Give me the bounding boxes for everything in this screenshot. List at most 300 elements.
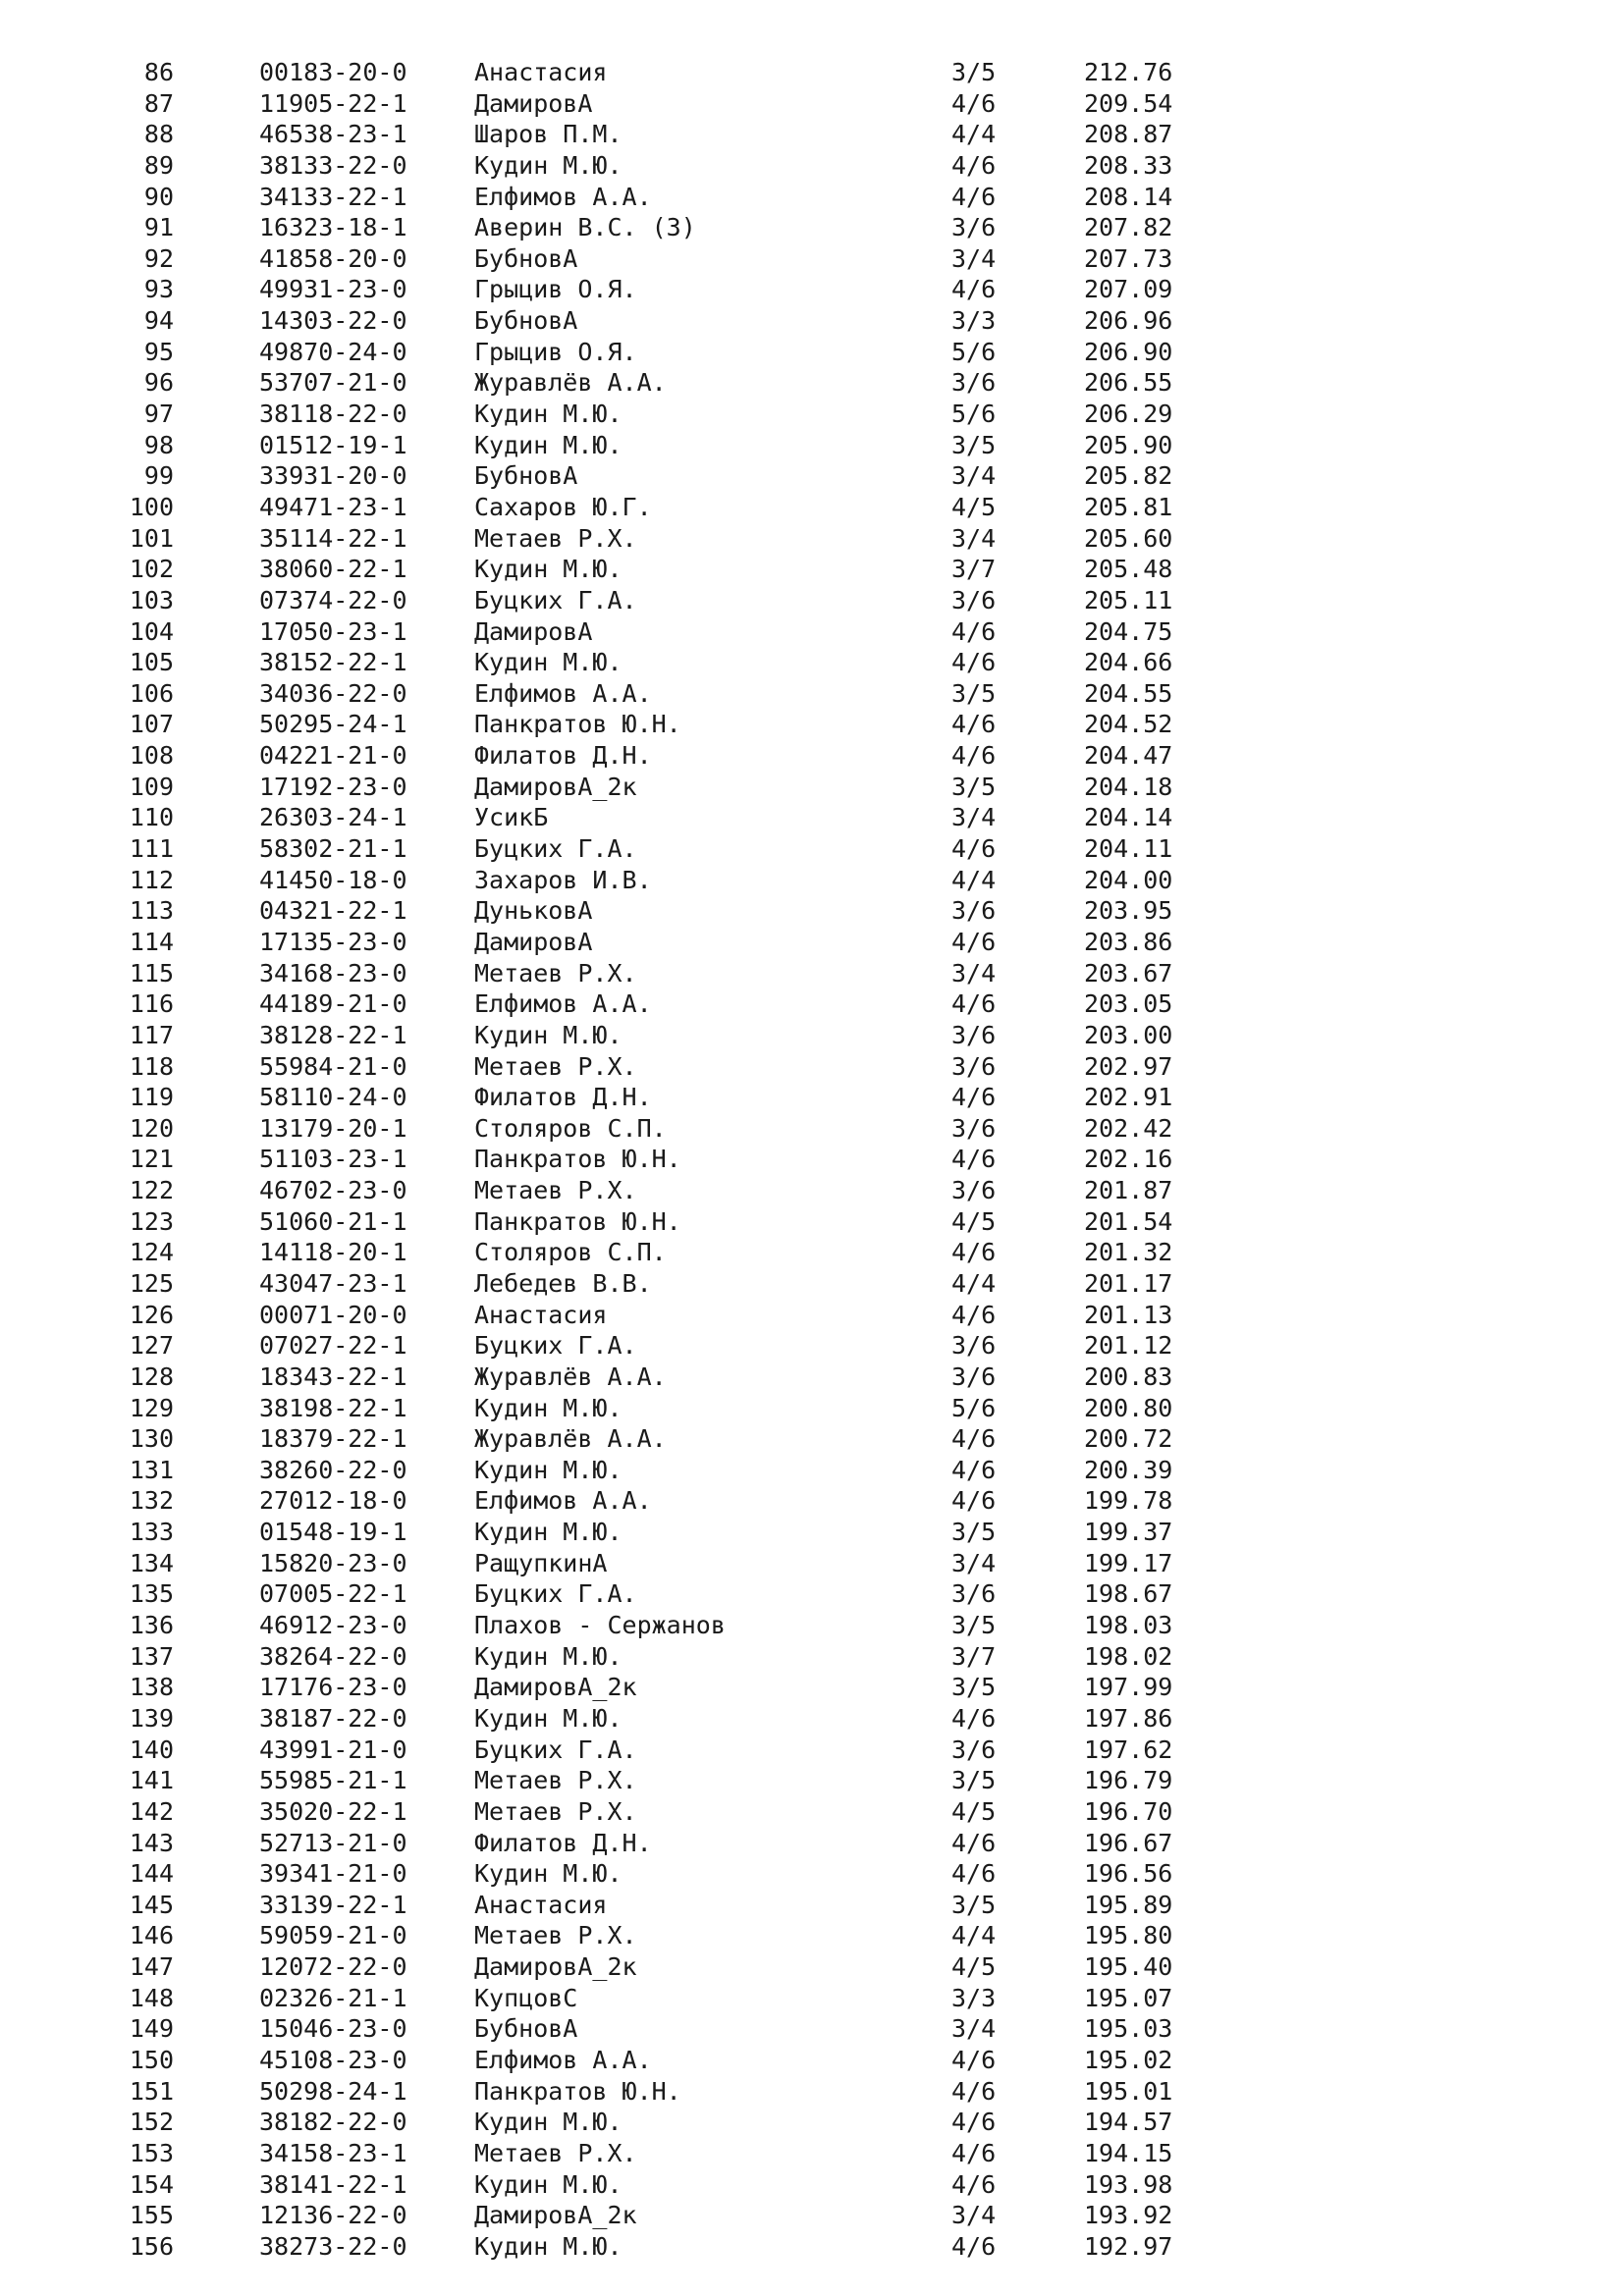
name-cell: Журавлёв А.А. [474,1362,667,1391]
rank-cell: 89 [143,150,174,180]
rank-cell: 137 [129,1641,174,1671]
rank-cell: 155 [129,2201,174,2230]
ratio-cell: 4/6 [951,1828,997,1857]
ratio-cell: 4/6 [951,710,997,739]
list-item [0,585,1624,616]
name-cell: Буцких Г.А. [474,1331,637,1361]
score-cell: 199.17 [1084,1548,1173,1577]
name-cell: Анастасия [474,58,608,86]
id-cell: 04221-21-0 [259,741,407,771]
id-cell: 38260-22-0 [259,1455,407,1484]
id-cell: 58302-21-1 [259,834,407,864]
name-cell: БубновА [474,2014,578,2044]
list-item [0,523,1624,555]
list-item [0,1082,1624,1113]
score-cell: 203.95 [1084,896,1173,926]
list-item [0,274,1624,305]
score-cell: 202.42 [1084,1113,1173,1143]
id-cell: 50295-24-1 [259,710,407,739]
ratio-cell: 3/6 [951,1331,997,1361]
name-cell: Анастасия [474,1890,608,1919]
id-cell: 17192-23-0 [259,772,407,801]
rank-cell: 86 [143,58,174,86]
id-cell: 34036-22-0 [259,678,407,708]
list-item [0,865,1624,896]
rank-cell: 134 [129,1548,174,1577]
score-cell: 203.05 [1084,989,1173,1019]
rank-cell: 94 [143,306,174,336]
ratio-cell: 4/6 [951,834,997,864]
score-cell: 198.67 [1084,1579,1173,1609]
score-cell: 206.96 [1084,306,1173,336]
score-cell: 194.57 [1084,2108,1173,2137]
ratio-cell: 3/6 [951,1362,997,1391]
ratio-cell: 4/5 [951,1206,997,1236]
list-item [0,772,1624,803]
rank-cell: 108 [129,741,174,771]
score-cell: 212.76 [1084,58,1173,86]
name-cell: Кудин М.Ю. [474,1641,623,1671]
list-item [0,1796,1624,1828]
rank-cell: 100 [129,492,174,521]
rank-cell: 132 [129,1486,174,1516]
list-item [0,492,1624,523]
rank-cell: 126 [129,1300,174,1329]
score-cell: 204.55 [1084,678,1173,708]
list-item [0,1393,1624,1424]
ratio-cell: 4/6 [951,1703,997,1733]
id-cell: 00071-20-0 [259,1300,407,1329]
ratio-cell: 4/6 [951,2108,997,2137]
list-item [0,1330,1624,1362]
name-cell: РащупкинА [474,1548,608,1577]
ratio-cell: 4/6 [951,2138,997,2167]
name-cell: Буцких Г.А. [474,585,637,614]
rank-cell: 95 [143,337,174,366]
ratio-cell: 3/3 [951,306,997,336]
list-item [0,1485,1624,1517]
score-cell: 195.01 [1084,2076,1173,2106]
id-cell: 33139-22-1 [259,1890,407,1919]
id-cell: 11905-22-1 [259,88,407,118]
name-cell: Кудин М.Ю. [474,2231,623,2261]
id-cell: 41450-18-0 [259,865,407,894]
name-cell: Кудин М.Ю. [474,1455,623,1484]
list-item [0,150,1624,182]
list-item [0,337,1624,368]
list-item [0,1858,1624,1890]
rank-cell: 102 [129,555,174,584]
name-cell: Плахов - Сержанов [474,1611,726,1640]
ratio-cell: 3/6 [951,896,997,926]
rank-cell: 153 [129,2138,174,2167]
name-cell: Кудин М.Ю. [474,1393,623,1422]
list-item [0,367,1624,399]
score-cell: 200.72 [1084,1424,1173,1454]
id-cell: 51060-21-1 [259,1206,407,1236]
name-cell: Журавлёв А.А. [474,368,667,398]
id-cell: 49870-24-0 [259,337,407,366]
ratio-cell: 4/6 [951,741,997,771]
score-cell: 206.55 [1084,368,1173,398]
rank-cell: 148 [129,1983,174,2012]
results-list [0,57,1624,2262]
score-cell: 202.97 [1084,1051,1173,1081]
list-item [0,647,1624,678]
rank-cell: 129 [129,1393,174,1422]
score-cell: 197.62 [1084,1735,1173,1764]
score-cell: 196.70 [1084,1796,1173,1826]
id-cell: 41858-20-0 [259,243,407,273]
list-item [0,1423,1624,1455]
name-cell: ДамировА_2к [474,1673,637,1702]
id-cell: 35114-22-1 [259,523,407,553]
list-item [0,88,1624,120]
score-cell: 196.56 [1084,1859,1173,1889]
list-item [0,2076,1624,2108]
list-item [0,182,1624,213]
name-cell: ДамировА_2к [474,772,637,801]
rank-cell: 143 [129,1828,174,1857]
id-cell: 44189-21-0 [259,989,407,1019]
ratio-cell: 4/6 [951,88,997,118]
id-cell: 07027-22-1 [259,1331,407,1361]
list-item [0,1672,1624,1703]
id-cell: 17050-23-1 [259,616,407,646]
score-cell: 208.14 [1084,182,1173,211]
list-item [0,430,1624,461]
list-item [0,1362,1624,1393]
score-cell: 206.29 [1084,400,1173,429]
ratio-cell: 4/6 [951,1455,997,1484]
name-cell: Буцких Г.А. [474,1579,637,1609]
name-cell: Метаев Р.Х. [474,2138,637,2167]
score-cell: 201.12 [1084,1331,1173,1361]
list-item [0,833,1624,865]
id-cell: 07374-22-0 [259,585,407,614]
list-item [0,1300,1624,1331]
score-cell: 200.39 [1084,1455,1173,1484]
name-cell: Кудин М.Ю. [474,648,623,677]
ratio-cell: 5/6 [951,400,997,429]
id-cell: 34168-23-0 [259,958,407,988]
ratio-cell: 4/6 [951,1083,997,1112]
name-cell: Филатов Д.Н. [474,741,652,771]
ratio-cell: 3/5 [951,772,997,801]
list-item [0,1610,1624,1641]
id-cell: 17135-23-0 [259,927,407,956]
rank-cell: 147 [129,1952,174,1982]
score-cell: 193.98 [1084,2169,1173,2199]
name-cell: БубновА [474,243,578,273]
list-item [0,119,1624,150]
ratio-cell: 3/5 [951,678,997,708]
name-cell: БубновА [474,461,578,491]
id-cell: 38118-22-0 [259,400,407,429]
rank-cell: 87 [143,88,174,118]
name-cell: ДамировА [474,927,593,956]
ratio-cell: 3/4 [951,958,997,988]
ratio-cell: 3/5 [951,1890,997,1919]
rank-cell: 111 [129,834,174,864]
name-cell: Метаев Р.Х. [474,1176,637,1205]
rank-cell: 139 [129,1703,174,1733]
name-cell: Кудин М.Ю. [474,1703,623,1733]
ratio-cell: 3/6 [951,1176,997,1205]
score-cell: 203.67 [1084,958,1173,988]
rank-cell: 149 [129,2014,174,2044]
id-cell: 38273-22-0 [259,2231,407,2261]
rank-cell: 150 [129,2046,174,2074]
id-cell: 39341-21-0 [259,1859,407,1889]
rank-cell: 106 [129,678,174,708]
ratio-cell: 3/6 [951,585,997,614]
id-cell: 53707-21-0 [259,368,407,398]
ratio-cell: 3/4 [951,2201,997,2230]
name-cell: Буцких Г.А. [474,834,637,864]
ratio-cell: 4/4 [951,1921,997,1950]
ratio-cell: 4/6 [951,1486,997,1516]
name-cell: ДамировА [474,616,593,646]
ratio-cell: 3/4 [951,803,997,832]
rank-cell: 105 [129,648,174,677]
list-item [0,1890,1624,1921]
list-item [0,740,1624,772]
name-cell: КупцовС [474,1983,578,2012]
list-item [0,305,1624,337]
list-item [0,212,1624,243]
id-cell: 00183-20-0 [259,58,407,86]
rank-cell: 133 [129,1518,174,1547]
list-item [0,57,1624,88]
name-cell: Захаров И.В. [474,865,652,894]
list-item [0,1765,1624,1796]
id-cell: 01548-19-1 [259,1518,407,1547]
list-item [0,1175,1624,1206]
list-item [0,1641,1624,1673]
id-cell: 51103-23-1 [259,1145,407,1174]
score-cell: 195.07 [1084,1983,1173,2012]
id-cell: 18343-22-1 [259,1362,407,1391]
list-item [0,1237,1624,1268]
rank-cell: 130 [129,1424,174,1454]
score-cell: 200.83 [1084,1362,1173,1391]
id-cell: 55985-21-1 [259,1766,407,1795]
list-item [0,2045,1624,2076]
name-cell: Анастасия [474,1300,608,1329]
ratio-cell: 4/4 [951,865,997,894]
id-cell: 38264-22-0 [259,1641,407,1671]
ratio-cell: 3/7 [951,1641,997,1671]
ratio-cell: 3/5 [951,1518,997,1547]
score-cell: 197.99 [1084,1673,1173,1702]
rank-cell: 93 [143,275,174,304]
id-cell: 59059-21-0 [259,1921,407,1950]
rank-cell: 140 [129,1735,174,1764]
id-cell: 58110-24-0 [259,1083,407,1112]
score-cell: 201.54 [1084,1206,1173,1236]
name-cell: Кудин М.Ю. [474,430,623,459]
score-cell: 192.97 [1084,2231,1173,2261]
score-cell: 205.82 [1084,461,1173,491]
list-item [0,1703,1624,1735]
name-cell: Панкратов Ю.Н. [474,710,681,739]
ratio-cell: 4/6 [951,1238,997,1267]
name-cell: Елфимов А.А. [474,678,652,708]
list-item [0,2200,1624,2231]
list-item [0,1983,1624,2014]
list-item [0,616,1624,648]
rank-cell: 97 [143,400,174,429]
list-item [0,2231,1624,2263]
score-cell: 207.09 [1084,275,1173,304]
ratio-cell: 5/6 [951,1393,997,1422]
ratio-cell: 3/4 [951,1548,997,1577]
name-cell: Кудин М.Ю. [474,555,623,584]
rank-cell: 109 [129,772,174,801]
list-item [0,1144,1624,1175]
list-item [0,2107,1624,2138]
rank-cell: 146 [129,1921,174,1950]
ratio-cell: 4/6 [951,182,997,211]
id-cell: 01512-19-1 [259,430,407,459]
name-cell: Метаев Р.Х. [474,1796,637,1826]
score-cell: 207.82 [1084,213,1173,242]
list-item [0,1735,1624,1766]
id-cell: 46702-23-0 [259,1176,407,1205]
score-cell: 202.91 [1084,1083,1173,1112]
ratio-cell: 4/6 [951,616,997,646]
id-cell: 17176-23-0 [259,1673,407,1702]
ratio-cell: 3/4 [951,461,997,491]
score-cell: 195.89 [1084,1890,1173,1919]
id-cell: 14303-22-0 [259,306,407,336]
score-cell: 204.47 [1084,741,1173,771]
ratio-cell: 3/6 [951,1579,997,1609]
score-cell: 197.86 [1084,1703,1173,1733]
score-cell: 198.02 [1084,1641,1173,1671]
id-cell: 38141-22-1 [259,2169,407,2199]
rank-cell: 92 [143,243,174,273]
name-cell: Кудин М.Ю. [474,2108,623,2137]
score-cell: 204.14 [1084,803,1173,832]
name-cell: Журавлёв А.А. [474,1424,667,1454]
rank-cell: 99 [143,461,174,491]
ratio-cell: 5/6 [951,337,997,366]
name-cell: Метаев Р.Х. [474,1921,637,1950]
list-item [0,2138,1624,2169]
score-cell: 195.80 [1084,1921,1173,1950]
list-item [0,678,1624,710]
name-cell: БубновА [474,306,578,336]
ratio-cell: 3/6 [951,1735,997,1764]
rank-cell: 122 [129,1176,174,1205]
ratio-cell: 4/6 [951,150,997,180]
rank-cell: 112 [129,865,174,894]
rank-cell: 118 [129,1051,174,1081]
list-item [0,988,1624,1020]
list-item [0,243,1624,275]
name-cell: Панкратов Ю.Н. [474,2076,681,2106]
rank-cell: 104 [129,616,174,646]
id-cell: 49931-23-0 [259,275,407,304]
ratio-cell: 4/6 [951,927,997,956]
ratio-cell: 4/4 [951,1268,997,1298]
id-cell: 52713-21-0 [259,1828,407,1857]
list-item [0,927,1624,958]
ratio-cell: 3/6 [951,1051,997,1081]
ratio-cell: 3/5 [951,1673,997,1702]
score-cell: 205.60 [1084,523,1173,553]
rank-cell: 136 [129,1611,174,1640]
id-cell: 02326-21-1 [259,1983,407,2012]
ratio-cell: 4/6 [951,1424,997,1454]
name-cell: ДамировА_2к [474,1952,637,1982]
score-cell: 198.03 [1084,1611,1173,1640]
list-item [0,1206,1624,1238]
score-cell: 196.67 [1084,1828,1173,1857]
rank-cell: 107 [129,710,174,739]
ratio-cell: 3/4 [951,523,997,553]
ratio-cell: 3/5 [951,1766,997,1795]
ratio-cell: 4/4 [951,120,997,149]
rank-cell: 156 [129,2231,174,2261]
id-cell: 43991-21-0 [259,1735,407,1764]
name-cell: Кудин М.Ю. [474,150,623,180]
score-cell: 194.15 [1084,2138,1173,2167]
id-cell: 46538-23-1 [259,120,407,149]
ratio-cell: 4/5 [951,1796,997,1826]
score-cell: 204.00 [1084,865,1173,894]
name-cell: Елфимов А.А. [474,1486,652,1516]
score-cell: 199.78 [1084,1486,1173,1516]
name-cell: ДамировА_2к [474,2201,637,2230]
rank-cell: 103 [129,585,174,614]
rank-cell: 125 [129,1268,174,1298]
ratio-cell: 4/6 [951,2231,997,2261]
name-cell: Столяров С.П. [474,1238,667,1267]
id-cell: 38128-22-1 [259,1020,407,1049]
score-cell: 202.16 [1084,1145,1173,1174]
name-cell: Грыцив О.Я. [474,275,637,304]
id-cell: 38187-22-0 [259,1703,407,1733]
list-item [0,958,1624,989]
rank-cell: 115 [129,958,174,988]
rank-cell: 117 [129,1020,174,1049]
rank-cell: 131 [129,1455,174,1484]
id-cell: 12136-22-0 [259,2201,407,2230]
score-cell: 201.32 [1084,1238,1173,1267]
ratio-cell: 4/6 [951,989,997,1019]
list-item [0,1455,1624,1486]
rank-cell: 110 [129,803,174,832]
list-item [0,1051,1624,1083]
score-cell: 205.48 [1084,555,1173,584]
rank-cell: 127 [129,1331,174,1361]
score-cell: 201.13 [1084,1300,1173,1329]
score-cell: 208.33 [1084,150,1173,180]
id-cell: 43047-23-1 [259,1268,407,1298]
name-cell: УсикБ [474,803,549,832]
name-cell: Метаев Р.Х. [474,1051,637,1081]
list-item [0,1113,1624,1145]
ratio-cell: 3/5 [951,58,997,86]
ratio-cell: 4/5 [951,492,997,521]
score-cell: 204.11 [1084,834,1173,864]
name-cell: Кудин М.Ю. [474,2169,623,2199]
score-cell: 201.17 [1084,1268,1173,1298]
ratio-cell: 3/4 [951,243,997,273]
